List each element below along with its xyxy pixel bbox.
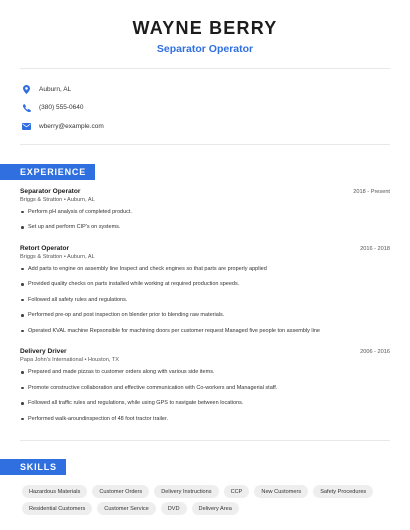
job-dates: 2016 - 2018	[360, 245, 390, 252]
job-list	[0, 180, 410, 432]
contact-divider	[20, 144, 390, 145]
skill-chip: Hazardous Materials	[22, 485, 87, 498]
skill-chip: Customer Orders	[92, 485, 149, 498]
experience-heading: EXPERIENCE	[0, 164, 95, 180]
experience-section	[0, 162, 410, 432]
job-title: Separator Operator	[20, 187, 81, 195]
job-bullet: Operated KVAL machine Repsonsible for machining doors per customer request Managed five people ton assembly line	[20, 328, 390, 344]
resume-header	[0, 0, 410, 55]
skill-chip: New Customers	[254, 485, 308, 498]
skill-chip: DVD	[161, 502, 187, 515]
job-bullet: Perform pH analysis of completed product.	[20, 209, 390, 225]
candidate-title: Separator Operator	[156, 43, 254, 55]
job-bullet: Prepared and made pizzas to customer orders along with various side items.	[20, 369, 390, 385]
job-bullets	[20, 266, 390, 344]
job-company: Papa John's International • Houston, TX	[20, 357, 120, 363]
skill-chip: Safety Procedures	[313, 485, 373, 498]
job-dates: 2018 - Present	[353, 188, 390, 195]
contact-list	[0, 69, 410, 144]
job-entry	[20, 245, 390, 344]
job-bullet: Set up and perform CIP's on systems.	[20, 224, 390, 240]
skills-section	[0, 457, 410, 515]
experience-divider	[20, 440, 390, 441]
job-title: Retort Operator	[20, 244, 70, 252]
skill-chip: Customer Service	[97, 502, 155, 515]
skill-chip: Residential Customers	[22, 502, 92, 515]
skill-chip: Delivery Area	[192, 502, 239, 515]
job-dates: 2006 - 2016	[360, 349, 390, 355]
job-bullet: Promote constructive collaboration and effective communication with Co-workers and Managerial staff.	[20, 385, 390, 401]
skill-list	[0, 475, 410, 515]
envelope-icon	[22, 122, 31, 131]
email-text: wberry@example.com	[39, 122, 104, 130]
job-bullets	[20, 209, 390, 240]
job-company: Briggs & Stratton • Auburn, AL	[20, 196, 95, 203]
job-bullet: Followed all traffic rules and regulations, while using GPS to navigate between locations.	[20, 400, 390, 416]
contact-phone	[22, 99, 388, 117]
job-bullet: Followed all safety rules and regulations.	[20, 297, 390, 313]
job-entry	[20, 348, 390, 431]
job-bullets	[20, 369, 390, 431]
job-bullet: Add parts to engine on assembly line Inspect and check engines so that parts are properly applied	[20, 266, 390, 282]
job-company: Briggs & Stratton • Auburn, AL	[20, 253, 95, 260]
candidate-name: WAYNE BERRY	[132, 18, 278, 38]
skill-chip: Delivery Instructions	[154, 485, 218, 498]
map-pin-icon	[22, 85, 31, 94]
job-bullet: Provided quality checks on parts installed while working at required production speeds.	[20, 281, 390, 297]
contact-location	[22, 80, 388, 98]
job-bullet: Performed walk-aroundinspection of 48 foot tractor trailer.	[20, 416, 390, 432]
contact-email	[22, 117, 388, 135]
location-text: Auburn, AL	[39, 85, 72, 93]
phone-icon	[22, 103, 31, 112]
phone-text: (380) 555-0640	[39, 104, 84, 111]
job-title: Delivery Driver	[20, 348, 67, 355]
skills-heading: SKILLS	[0, 459, 66, 475]
job-entry	[20, 188, 390, 240]
skill-chip: CCP	[224, 485, 250, 498]
job-bullet: Performed pre-op and post inspection on blender prior to blending raw materials.	[20, 312, 390, 328]
